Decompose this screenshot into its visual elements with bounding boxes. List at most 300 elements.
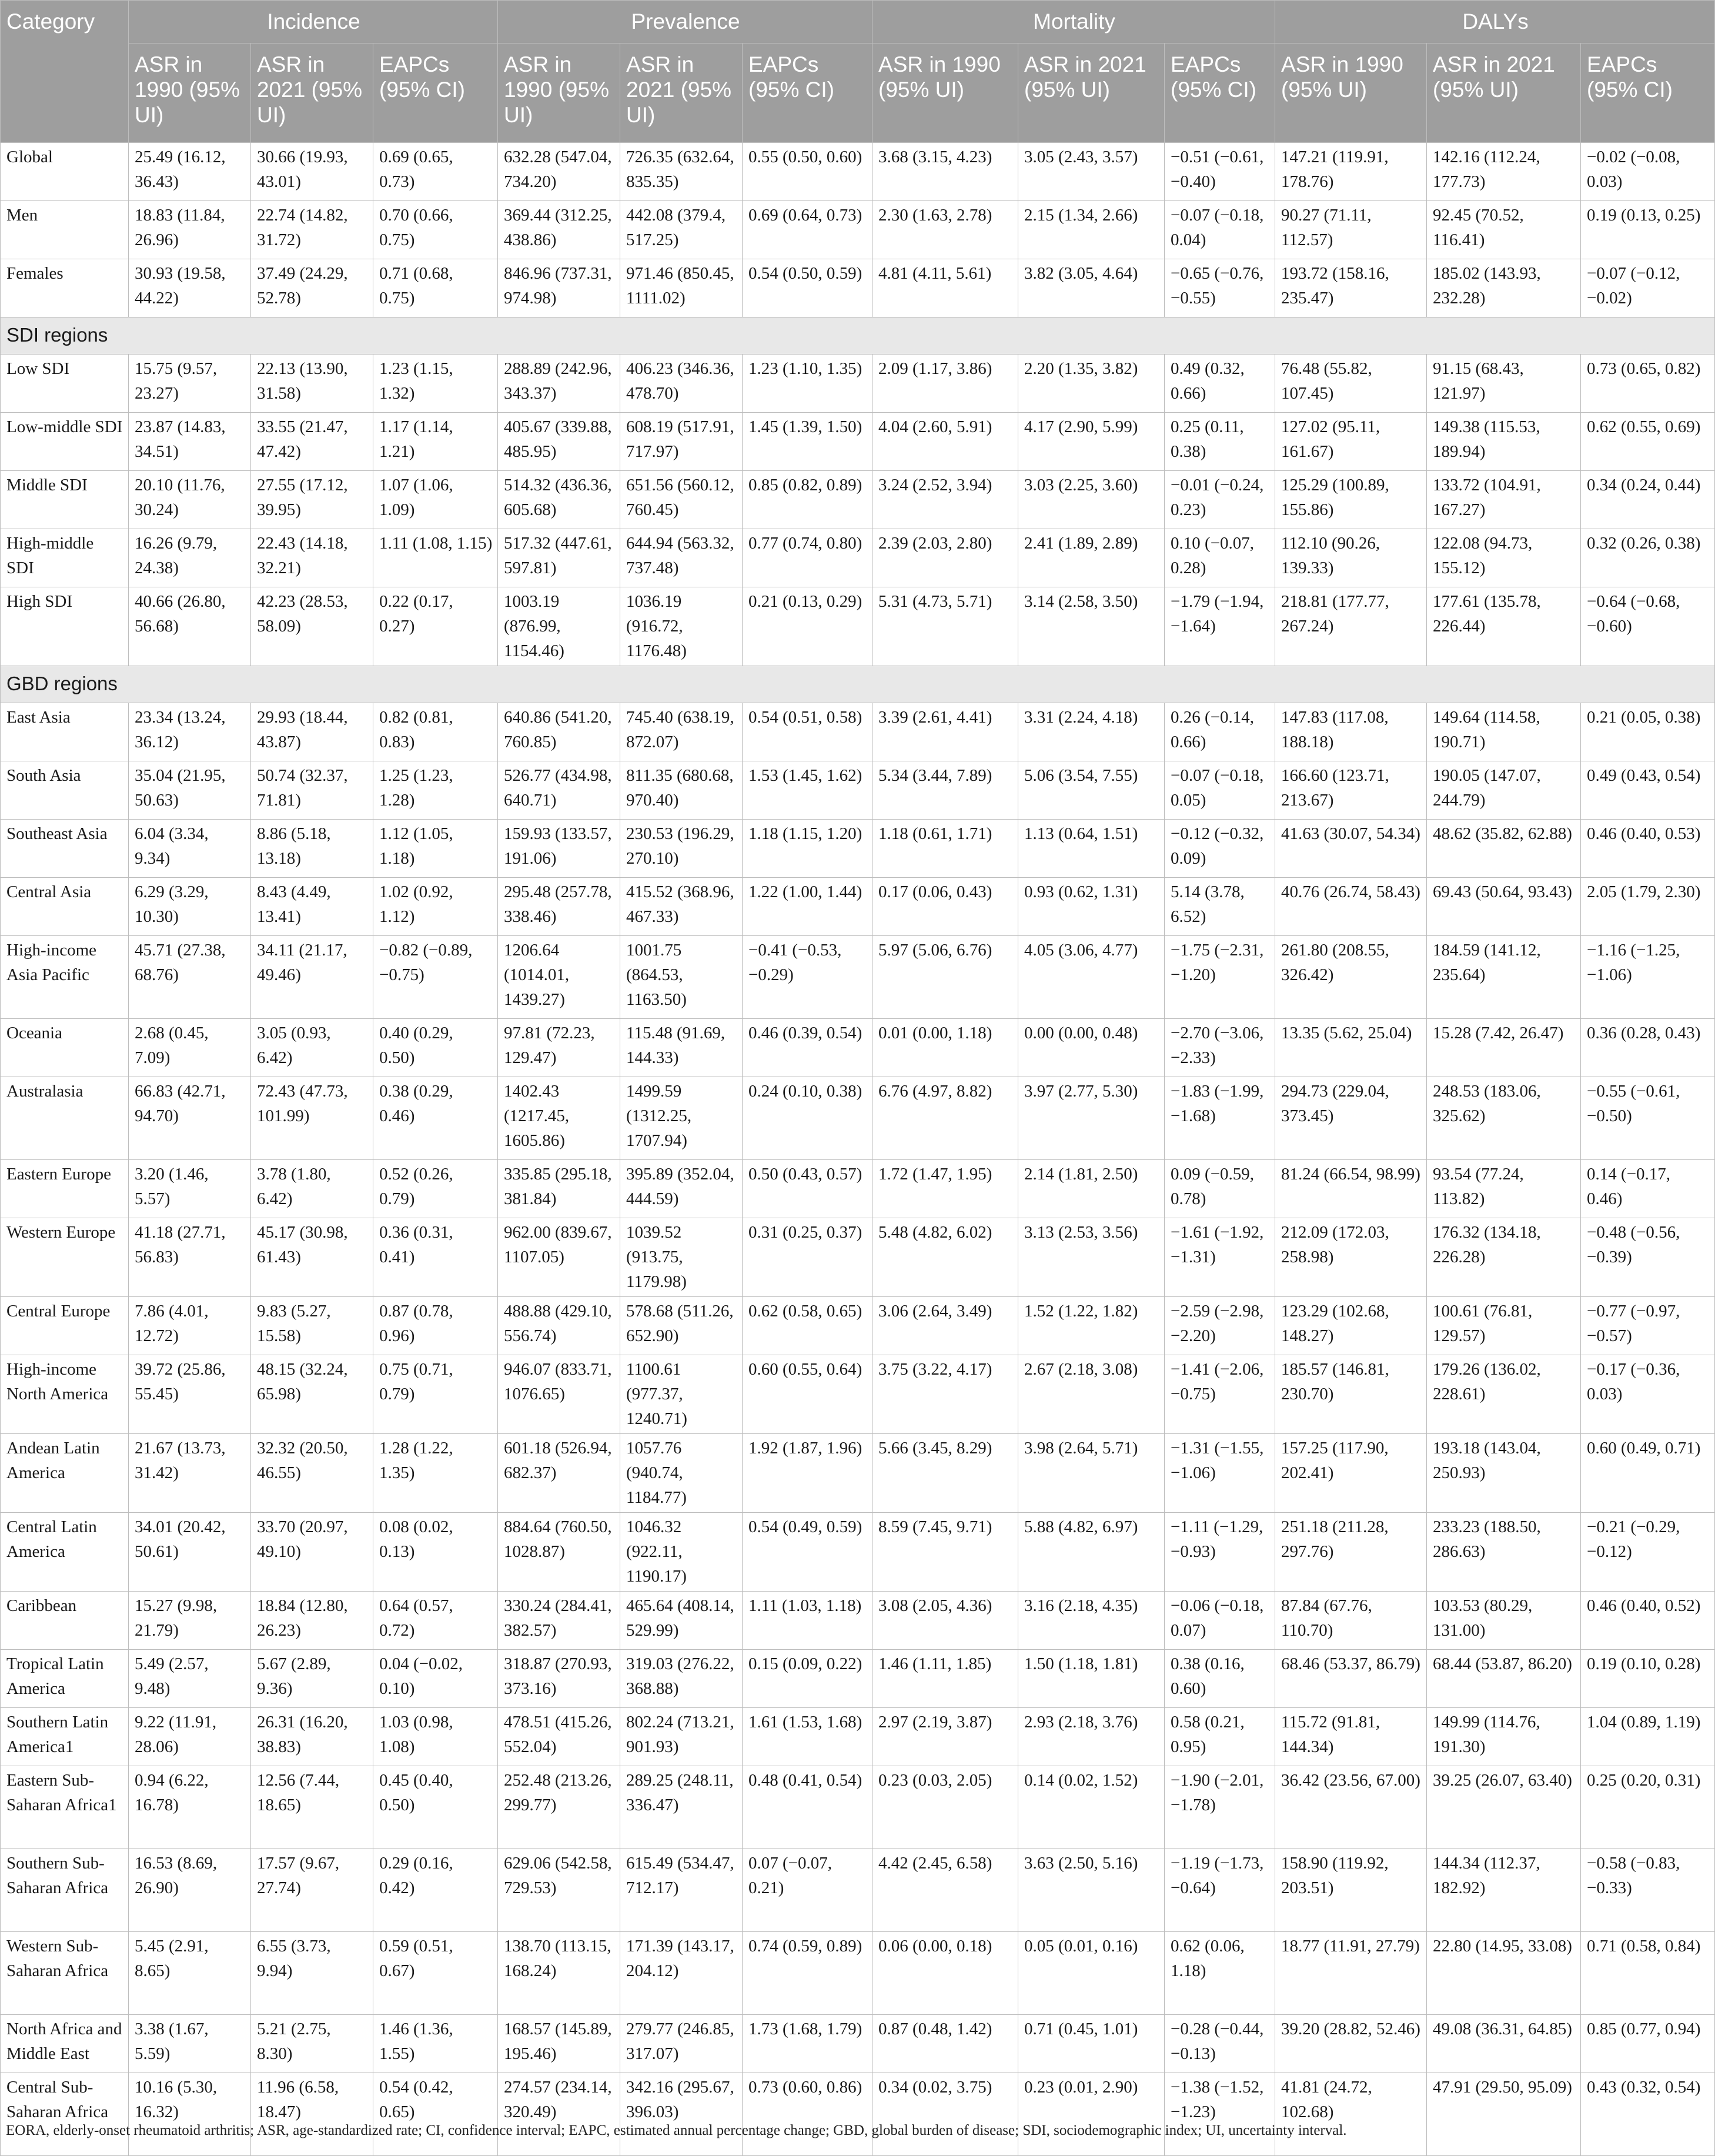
table-cell: 39.25 (26.07, 63.40) — [1427, 1766, 1581, 1849]
table-cell: 3.78 (1.80, 6.42) — [251, 1160, 373, 1218]
row-category: South Asia — [1, 761, 129, 820]
table-cell: −1.75 (−2.31, −1.20) — [1165, 936, 1275, 1019]
table-cell: 0.01 (0.00, 1.18) — [872, 1019, 1018, 1077]
measure-header: ASR in 2021 (95% UI) — [620, 44, 743, 143]
table-cell: 0.25 (0.20, 0.31) — [1581, 1766, 1715, 1849]
table-cell: 946.07 (833.71, 1076.65) — [498, 1355, 620, 1434]
table-cell: 193.18 (143.04, 250.93) — [1427, 1434, 1581, 1513]
table-cell: 1.18 (0.61, 1.71) — [872, 820, 1018, 878]
table-row — [1, 1434, 1715, 1513]
table-cell: 30.66 (19.93, 43.01) — [251, 143, 373, 201]
table-row — [1, 1932, 1715, 2015]
table-cell: 0.87 (0.78, 0.96) — [373, 1297, 498, 1355]
table-cell: 1.50 (1.18, 1.81) — [1018, 1650, 1165, 1708]
table-cell: 4.81 (4.11, 5.61) — [872, 259, 1018, 317]
row-category: Western Sub-Saharan Africa — [1, 1932, 129, 2015]
table-cell: 962.00 (839.67, 1107.05) — [498, 1218, 620, 1297]
table-cell: 629.06 (542.58, 729.53) — [498, 1849, 620, 1932]
section-title: GBD regions — [1, 666, 1715, 703]
table-cell: 0.54 (0.50, 0.59) — [743, 259, 872, 317]
table-cell: 185.02 (143.93, 232.28) — [1427, 259, 1581, 317]
table-cell: 1.61 (1.53, 1.68) — [743, 1708, 872, 1766]
table-cell: 41.81 (24.72, 102.68) — [1275, 2073, 1427, 2156]
table-cell: 1.03 (0.98, 1.08) — [373, 1708, 498, 1766]
table-cell: 168.57 (145.89, 195.46) — [498, 2015, 620, 2073]
table-cell: 2.14 (1.81, 2.50) — [1018, 1160, 1165, 1218]
table-cell: 4.42 (2.45, 6.58) — [872, 1849, 1018, 1932]
table-cell: −1.61 (−1.92, −1.31) — [1165, 1218, 1275, 1297]
table-cell: 0.07 (−0.07, 0.21) — [743, 1849, 872, 1932]
table-cell: 5.14 (3.78, 6.52) — [1165, 878, 1275, 936]
table-cell: 726.35 (632.64, 835.35) — [620, 143, 743, 201]
table-cell: 8.43 (4.49, 13.41) — [251, 878, 373, 936]
table-cell: 3.05 (2.43, 3.57) — [1018, 143, 1165, 201]
header-row-measures — [1, 44, 1715, 143]
table-cell: 92.45 (70.52, 116.41) — [1427, 201, 1581, 259]
table-cell: 0.19 (0.13, 0.25) — [1581, 201, 1715, 259]
table-cell: 127.02 (95.11, 161.67) — [1275, 413, 1427, 471]
table-cell: 0.19 (0.10, 0.28) — [1581, 1650, 1715, 1708]
table-cell: 2.97 (2.19, 3.87) — [872, 1708, 1018, 1766]
table-cell: 0.36 (0.28, 0.43) — [1581, 1019, 1715, 1077]
table-cell: 1.18 (1.15, 1.20) — [743, 820, 872, 878]
table-cell: 6.76 (4.97, 8.82) — [872, 1077, 1018, 1160]
table-cell: 5.06 (3.54, 7.55) — [1018, 761, 1165, 820]
table-cell: 1.13 (0.64, 1.51) — [1018, 820, 1165, 878]
table-cell: 5.31 (4.73, 5.71) — [872, 587, 1018, 666]
table-cell: 1.12 (1.05, 1.18) — [373, 820, 498, 878]
table-cell: 1100.61 (977.37, 1240.71) — [620, 1355, 743, 1434]
table-cell: 39.20 (28.82, 52.46) — [1275, 2015, 1427, 2073]
table-row — [1, 201, 1715, 259]
measure-header: EAPCs (95% CI) — [373, 44, 498, 143]
table-cell: 1.46 (1.36, 1.55) — [373, 2015, 498, 2073]
table-cell: −0.01 (−0.24, 0.23) — [1165, 471, 1275, 529]
table-cell: −0.07 (−0.18, 0.04) — [1165, 201, 1275, 259]
table-cell: 149.38 (115.53, 189.94) — [1427, 413, 1581, 471]
table-cell: 15.28 (7.42, 26.47) — [1427, 1019, 1581, 1077]
table-cell: 0.46 (0.40, 0.52) — [1581, 1592, 1715, 1650]
row-category: Eastern Europe — [1, 1160, 129, 1218]
table-cell: −1.11 (−1.29, −0.93) — [1165, 1513, 1275, 1592]
table-cell: 9.83 (5.27, 15.58) — [251, 1297, 373, 1355]
table-cell: 3.03 (2.25, 3.60) — [1018, 471, 1165, 529]
table-cell: 1402.43 (1217.45, 1605.86) — [498, 1077, 620, 1160]
table-cell: 27.55 (17.12, 39.95) — [251, 471, 373, 529]
category-header: Category — [1, 1, 129, 143]
table-cell: 25.49 (16.12, 36.43) — [129, 143, 251, 201]
table-cell: 335.85 (295.18, 381.84) — [498, 1160, 620, 1218]
table-cell: 233.23 (188.50, 286.63) — [1427, 1513, 1581, 1592]
row-category: Middle SDI — [1, 471, 129, 529]
section-row — [1, 666, 1715, 703]
table-cell: 395.89 (352.04, 444.59) — [620, 1160, 743, 1218]
table-cell: 22.80 (14.95, 33.08) — [1427, 1932, 1581, 2015]
table-cell: 9.22 (11.91, 28.06) — [129, 1708, 251, 1766]
table-cell: 0.36 (0.31, 0.41) — [373, 1218, 498, 1297]
table-cell: 3.31 (2.24, 4.18) — [1018, 703, 1165, 761]
table-cell: 3.97 (2.77, 5.30) — [1018, 1077, 1165, 1160]
table-row — [1, 1766, 1715, 1849]
row-category: High-income Asia Pacific — [1, 936, 129, 1019]
table-cell: −0.41 (−0.53, −0.29) — [743, 936, 872, 1019]
table-cell: 22.74 (14.82, 31.72) — [251, 201, 373, 259]
table-cell: 93.54 (77.24, 113.82) — [1427, 1160, 1581, 1218]
table-cell: 144.34 (112.37, 182.92) — [1427, 1849, 1581, 1932]
table-cell: −1.90 (−2.01, −1.78) — [1165, 1766, 1275, 1849]
table-cell: 1.11 (1.03, 1.18) — [743, 1592, 872, 1650]
table-cell: −0.28 (−0.44, −0.13) — [1165, 2015, 1275, 2073]
table-cell: 406.23 (346.36, 478.70) — [620, 355, 743, 413]
table-cell: 1046.32 (922.11, 1190.17) — [620, 1513, 743, 1592]
table-cell: 230.53 (196.29, 270.10) — [620, 820, 743, 878]
table-cell: 15.75 (9.57, 23.27) — [129, 355, 251, 413]
table-cell: 0.09 (−0.59, 0.78) — [1165, 1160, 1275, 1218]
table-cell: 72.43 (47.73, 101.99) — [251, 1077, 373, 1160]
table-cell: 1.28 (1.22, 1.35) — [373, 1434, 498, 1513]
table-cell: 91.15 (68.43, 121.97) — [1427, 355, 1581, 413]
table-cell: 0.14 (−0.17, 0.46) — [1581, 1160, 1715, 1218]
table-cell: 0.94 (6.22, 16.78) — [129, 1766, 251, 1849]
table-cell: 66.83 (42.71, 94.70) — [129, 1077, 251, 1160]
table-cell: −0.07 (−0.12, −0.02) — [1581, 259, 1715, 317]
table-cell: 3.08 (2.05, 4.36) — [872, 1592, 1018, 1650]
table-cell: 176.32 (134.18, 226.28) — [1427, 1218, 1581, 1297]
table-cell: 23.87 (14.83, 34.51) — [129, 413, 251, 471]
table-cell: 212.09 (172.03, 258.98) — [1275, 1218, 1427, 1297]
table-cell: 149.99 (114.76, 191.30) — [1427, 1708, 1581, 1766]
table-cell: −0.06 (−0.18, 0.07) — [1165, 1592, 1275, 1650]
table-cell: 0.52 (0.26, 0.79) — [373, 1160, 498, 1218]
table-cell: 0.25 (0.11, 0.38) — [1165, 413, 1275, 471]
table-cell: 1499.59 (1312.25, 1707.94) — [620, 1077, 743, 1160]
table-cell: 0.85 (0.82, 0.89) — [743, 471, 872, 529]
table-cell: 2.05 (1.79, 2.30) — [1581, 878, 1715, 936]
table-cell: 318.87 (270.93, 373.16) — [498, 1650, 620, 1708]
table-cell: 138.70 (113.15, 168.24) — [498, 1932, 620, 2015]
table-cell: 1.07 (1.06, 1.09) — [373, 471, 498, 529]
table-cell: 7.86 (4.01, 12.72) — [129, 1297, 251, 1355]
row-category: Men — [1, 201, 129, 259]
table-cell: 5.49 (2.57, 9.48) — [129, 1650, 251, 1708]
table-cell: 22.13 (13.90, 31.58) — [251, 355, 373, 413]
table-cell: 37.49 (24.29, 52.78) — [251, 259, 373, 317]
table-row — [1, 1160, 1715, 1218]
table-cell: 90.27 (71.11, 112.57) — [1275, 201, 1427, 259]
table-cell: 802.24 (713.21, 901.93) — [620, 1708, 743, 1766]
table-cell: −0.82 (−0.89, −0.75) — [373, 936, 498, 1019]
row-category: Females — [1, 259, 129, 317]
table-cell: 0.21 (0.13, 0.29) — [743, 587, 872, 666]
row-category: Low-middle SDI — [1, 413, 129, 471]
table-cell: 2.15 (1.34, 2.66) — [1018, 201, 1165, 259]
table-cell: 0.74 (0.59, 0.89) — [743, 1932, 872, 2015]
table-cell: 0.10 (−0.07, 0.28) — [1165, 529, 1275, 587]
table-cell: 0.43 (0.32, 0.54) — [1581, 2073, 1715, 2156]
table-cell: 251.18 (211.28, 297.76) — [1275, 1513, 1427, 1592]
table-cell: 13.35 (5.62, 25.04) — [1275, 1019, 1427, 1077]
table-row — [1, 1650, 1715, 1708]
table-cell: 0.87 (0.48, 1.42) — [872, 2015, 1018, 2073]
table-cell: 123.29 (102.68, 148.27) — [1275, 1297, 1427, 1355]
table-cell: 18.84 (12.80, 26.23) — [251, 1592, 373, 1650]
table-cell: 50.74 (32.37, 71.81) — [251, 761, 373, 820]
table-cell: 405.67 (339.88, 485.95) — [498, 413, 620, 471]
table-cell: 8.86 (5.18, 13.18) — [251, 820, 373, 878]
table-cell: 274.57 (234.14, 320.49) — [498, 2073, 620, 2156]
table-cell: 18.83 (11.84, 26.96) — [129, 201, 251, 259]
table-cell: 1206.64 (1014.01, 1439.27) — [498, 936, 620, 1019]
table-cell: 0.22 (0.17, 0.27) — [373, 587, 498, 666]
table-cell: 884.64 (760.50, 1028.87) — [498, 1513, 620, 1592]
table-cell: 32.32 (20.50, 46.55) — [251, 1434, 373, 1513]
table-cell: 1.22 (1.00, 1.44) — [743, 878, 872, 936]
table-cell: 1.11 (1.08, 1.15) — [373, 529, 498, 587]
table-row — [1, 1218, 1715, 1297]
table-cell: 6.04 (3.34, 9.34) — [129, 820, 251, 878]
table-row — [1, 2073, 1715, 2156]
row-category: North Africa and Middle East — [1, 2015, 129, 2073]
table-cell: 5.88 (4.82, 6.97) — [1018, 1513, 1165, 1592]
table-cell: 2.41 (1.89, 2.89) — [1018, 529, 1165, 587]
table-cell: 133.72 (104.91, 167.27) — [1427, 471, 1581, 529]
table-cell: 1.73 (1.68, 1.79) — [743, 2015, 872, 2073]
table-cell: 0.04 (−0.02, 0.10) — [373, 1650, 498, 1708]
table-cell: 0.75 (0.71, 0.79) — [373, 1355, 498, 1434]
table-cell: 0.21 (0.05, 0.38) — [1581, 703, 1715, 761]
table-cell: 1.45 (1.39, 1.50) — [743, 413, 872, 471]
table-cell: −0.51 (−0.61, −0.40) — [1165, 143, 1275, 201]
table-cell: 68.44 (53.87, 86.20) — [1427, 1650, 1581, 1708]
table-cell: 0.64 (0.57, 0.72) — [373, 1592, 498, 1650]
table-cell: 4.04 (2.60, 5.91) — [872, 413, 1018, 471]
table-cell: 0.46 (0.40, 0.53) — [1581, 820, 1715, 878]
table-cell: 159.93 (133.57, 191.06) — [498, 820, 620, 878]
table-cell: 289.25 (248.11, 336.47) — [620, 1766, 743, 1849]
table-cell: 36.42 (23.56, 67.00) — [1275, 1766, 1427, 1849]
table-cell: 20.10 (11.76, 30.24) — [129, 471, 251, 529]
table-cell: −0.12 (−0.32, 0.09) — [1165, 820, 1275, 878]
table-cell: 0.38 (0.29, 0.46) — [373, 1077, 498, 1160]
table-cell: 16.26 (9.79, 24.38) — [129, 529, 251, 587]
section-row — [1, 317, 1715, 355]
table-cell: 177.61 (135.78, 226.44) — [1427, 587, 1581, 666]
table-cell: 330.24 (284.41, 382.57) — [498, 1592, 620, 1650]
table-cell: −0.58 (−0.83, −0.33) — [1581, 1849, 1715, 1932]
table-cell: 12.56 (7.44, 18.65) — [251, 1766, 373, 1849]
table-cell: 1057.76 (940.74, 1184.77) — [620, 1434, 743, 1513]
table-cell: 2.39 (2.03, 2.80) — [872, 529, 1018, 587]
table-cell: 526.77 (434.98, 640.71) — [498, 761, 620, 820]
table-cell: 190.05 (147.07, 244.79) — [1427, 761, 1581, 820]
measure-header: ASR in 2021 (95% UI) — [1018, 44, 1165, 143]
table-cell: 179.26 (136.02, 228.61) — [1427, 1355, 1581, 1434]
table-cell: 0.77 (0.74, 0.80) — [743, 529, 872, 587]
table-cell: 1.53 (1.45, 1.62) — [743, 761, 872, 820]
table-cell: 0.71 (0.58, 0.84) — [1581, 1932, 1715, 2015]
table-cell: 3.16 (2.18, 4.35) — [1018, 1592, 1165, 1650]
table-cell: 2.93 (2.18, 3.76) — [1018, 1708, 1165, 1766]
table-cell: 149.64 (114.58, 190.71) — [1427, 703, 1581, 761]
table-cell: −2.59 (−2.98, −2.20) — [1165, 1297, 1275, 1355]
table-cell: 578.68 (511.26, 652.90) — [620, 1297, 743, 1355]
row-category: Eastern Sub-Saharan Africa1 — [1, 1766, 129, 1849]
table-cell: 100.61 (76.81, 129.57) — [1427, 1297, 1581, 1355]
table-cell: 5.21 (2.75, 8.30) — [251, 2015, 373, 2073]
table-cell: 29.93 (18.44, 43.87) — [251, 703, 373, 761]
table-cell: 3.75 (3.22, 4.17) — [872, 1355, 1018, 1434]
measure-header: ASR in 1990 (95% UI) — [1275, 44, 1427, 143]
table-cell: 3.05 (0.93, 6.42) — [251, 1019, 373, 1077]
table-cell: 3.98 (2.64, 5.71) — [1018, 1434, 1165, 1513]
table-cell: 0.23 (0.03, 2.05) — [872, 1766, 1018, 1849]
table-cell: 0.93 (0.62, 1.31) — [1018, 878, 1165, 936]
table-cell: −1.41 (−2.06, −0.75) — [1165, 1355, 1275, 1434]
table-cell: 21.67 (13.73, 31.42) — [129, 1434, 251, 1513]
table-cell: 5.97 (5.06, 6.76) — [872, 936, 1018, 1019]
table-row — [1, 1708, 1715, 1766]
table-cell: 147.83 (117.08, 188.18) — [1275, 703, 1427, 761]
table-cell: 644.94 (563.32, 737.48) — [620, 529, 743, 587]
row-category: Central Latin America — [1, 1513, 129, 1592]
table-cell: −0.77 (−0.97, −0.57) — [1581, 1297, 1715, 1355]
table-cell: 0.69 (0.64, 0.73) — [743, 201, 872, 259]
table-cell: 48.15 (32.24, 65.98) — [251, 1355, 373, 1434]
table-cell: 3.39 (2.61, 4.41) — [872, 703, 1018, 761]
table-cell: 3.63 (2.50, 5.16) — [1018, 1849, 1165, 1932]
table-cell: 5.34 (3.44, 7.89) — [872, 761, 1018, 820]
table-cell: 5.45 (2.91, 8.65) — [129, 1932, 251, 2015]
table-cell: 42.23 (28.53, 58.09) — [251, 587, 373, 666]
table-cell: 0.50 (0.43, 0.57) — [743, 1160, 872, 1218]
table-cell: 0.59 (0.51, 0.67) — [373, 1932, 498, 2015]
table-cell: 18.77 (11.91, 27.79) — [1275, 1932, 1427, 2015]
table-cell: 0.62 (0.06, 1.18) — [1165, 1932, 1275, 2015]
table-row — [1, 820, 1715, 878]
table-cell: −0.07 (−0.18, 0.05) — [1165, 761, 1275, 820]
table-cell: 478.51 (415.26, 552.04) — [498, 1708, 620, 1766]
table-cell: 30.93 (19.58, 44.22) — [129, 259, 251, 317]
table-cell: 0.49 (0.32, 0.66) — [1165, 355, 1275, 413]
table-cell: −1.79 (−1.94, −1.64) — [1165, 587, 1275, 666]
table-row — [1, 587, 1715, 666]
table-cell: 1001.75 (864.53, 1163.50) — [620, 936, 743, 1019]
table-cell: 248.53 (183.06, 325.62) — [1427, 1077, 1581, 1160]
table-cell: 17.57 (9.67, 27.74) — [251, 1849, 373, 1932]
table-cell: 261.80 (208.55, 326.42) — [1275, 936, 1427, 1019]
row-category: Oceania — [1, 1019, 129, 1077]
row-category: Low SDI — [1, 355, 129, 413]
table-cell: 5.67 (2.89, 9.36) — [251, 1650, 373, 1708]
table-cell: 3.38 (1.67, 5.59) — [129, 2015, 251, 2073]
table-cell: 166.60 (123.71, 213.67) — [1275, 761, 1427, 820]
table-cell: 5.48 (4.82, 6.02) — [872, 1218, 1018, 1297]
table-cell: 11.96 (6.58, 18.47) — [251, 2073, 373, 2156]
table-cell: 34.11 (21.17, 49.46) — [251, 936, 373, 1019]
table-cell: 41.63 (30.07, 54.34) — [1275, 820, 1427, 878]
table-row — [1, 143, 1715, 201]
table-row — [1, 259, 1715, 317]
table-cell: 0.70 (0.66, 0.75) — [373, 201, 498, 259]
table-cell: 142.16 (112.24, 177.73) — [1427, 143, 1581, 201]
table-cell: 0.06 (0.00, 0.18) — [872, 1932, 1018, 2015]
table-cell: 632.28 (547.04, 734.20) — [498, 143, 620, 201]
table-cell: 3.13 (2.53, 3.56) — [1018, 1218, 1165, 1297]
table-cell: −0.64 (−0.68, −0.60) — [1581, 587, 1715, 666]
table-cell: 4.05 (3.06, 4.77) — [1018, 936, 1165, 1019]
table-row — [1, 1297, 1715, 1355]
measure-header: EAPCs (95% CI) — [1581, 44, 1715, 143]
prevalence-header: Prevalence — [498, 1, 872, 44]
table-cell: 3.14 (2.58, 3.50) — [1018, 587, 1165, 666]
table-cell: 26.31 (16.20, 38.83) — [251, 1708, 373, 1766]
table-cell: 3.68 (3.15, 4.23) — [872, 143, 1018, 201]
table-cell: 158.90 (119.92, 203.51) — [1275, 1849, 1427, 1932]
table-cell: 0.73 (0.65, 0.82) — [1581, 355, 1715, 413]
row-category: Global — [1, 143, 129, 201]
table-cell: 1.23 (1.10, 1.35) — [743, 355, 872, 413]
table-cell: −1.31 (−1.55, −1.06) — [1165, 1434, 1275, 1513]
table-cell: 184.59 (141.12, 235.64) — [1427, 936, 1581, 1019]
row-category: Southern Latin America1 — [1, 1708, 129, 1766]
table-cell: −2.70 (−3.06, −2.33) — [1165, 1019, 1275, 1077]
table-cell: 171.39 (143.17, 204.12) — [620, 1932, 743, 2015]
row-category: Tropical Latin America — [1, 1650, 129, 1708]
dalys-header: DALYs — [1275, 1, 1715, 44]
table-cell: 147.21 (119.91, 178.76) — [1275, 143, 1427, 201]
row-category: East Asia — [1, 703, 129, 761]
table-cell: 0.48 (0.41, 0.54) — [743, 1766, 872, 1849]
table-cell: 442.08 (379.4, 517.25) — [620, 201, 743, 259]
row-category: Australasia — [1, 1077, 129, 1160]
table-cell: 279.77 (246.85, 317.07) — [620, 2015, 743, 2073]
table-cell: 1.46 (1.11, 1.85) — [872, 1650, 1018, 1708]
table-cell: 811.35 (680.68, 970.40) — [620, 761, 743, 820]
table-cell: 0.23 (0.01, 2.90) — [1018, 2073, 1165, 2156]
table-cell: −1.19 (−1.73, −0.64) — [1165, 1849, 1275, 1932]
table-cell: 0.73 (0.60, 0.86) — [743, 2073, 872, 2156]
table-row — [1, 413, 1715, 471]
measure-header: EAPCs (95% CI) — [743, 44, 872, 143]
row-category: High-middle SDI — [1, 529, 129, 587]
table-cell: 3.06 (2.64, 3.49) — [872, 1297, 1018, 1355]
row-category: High SDI — [1, 587, 129, 666]
table-cell: 3.24 (2.52, 3.94) — [872, 471, 1018, 529]
table-cell: 1.72 (1.47, 1.95) — [872, 1160, 1018, 1218]
table-cell: 39.72 (25.86, 55.45) — [129, 1355, 251, 1434]
table-cell: 193.72 (158.16, 235.47) — [1275, 259, 1427, 317]
table-cell: 0.82 (0.81, 0.83) — [373, 703, 498, 761]
table-cell: 0.60 (0.49, 0.71) — [1581, 1434, 1715, 1513]
mortality-header: Mortality — [872, 1, 1275, 44]
table-cell: 23.34 (13.24, 36.12) — [129, 703, 251, 761]
table-cell: 22.43 (14.18, 32.21) — [251, 529, 373, 587]
table-cell: 1039.52 (913.75, 1179.98) — [620, 1218, 743, 1297]
table-cell: 1.04 (0.89, 1.19) — [1581, 1708, 1715, 1766]
table-cell: 0.54 (0.51, 0.58) — [743, 703, 872, 761]
measure-header: ASR in 1990 (95% UI) — [872, 44, 1018, 143]
table-cell: 1.23 (1.15, 1.32) — [373, 355, 498, 413]
incidence-header: Incidence — [129, 1, 498, 44]
table-cell: 15.27 (9.98, 21.79) — [129, 1592, 251, 1650]
table-cell: 0.00 (0.00, 0.48) — [1018, 1019, 1165, 1077]
table-cell: 0.62 (0.58, 0.65) — [743, 1297, 872, 1355]
table-cell: −0.02 (−0.08, 0.03) — [1581, 143, 1715, 201]
measure-header: ASR in 1990 (95% UI) — [129, 44, 251, 143]
table-cell: 2.67 (2.18, 3.08) — [1018, 1355, 1165, 1434]
table-cell: 122.08 (94.73, 155.12) — [1427, 529, 1581, 587]
table-row — [1, 1513, 1715, 1592]
